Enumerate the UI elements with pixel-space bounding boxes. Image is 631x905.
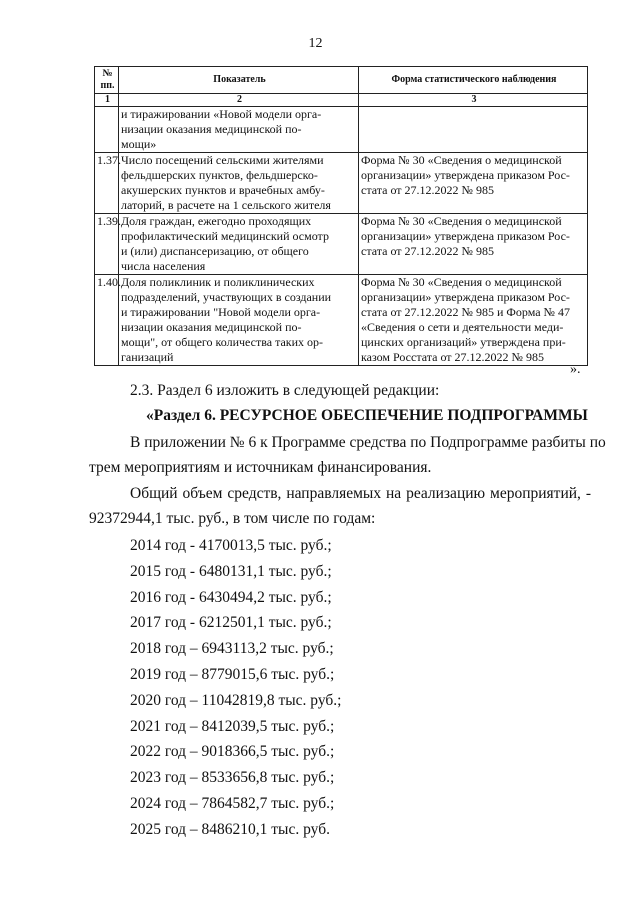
paragraph-2-line-2: 92372944,1 тыс. руб., в том числе по годам: bbox=[89, 510, 376, 527]
indicator-line: низации оказания медицинской по- bbox=[121, 122, 302, 136]
row-number: 1.37. bbox=[95, 153, 119, 214]
year-funding-item: 2025 год – 8486210,1 тыс. руб. bbox=[130, 820, 330, 838]
indicator-line: латорий, в расчете на 1 сельского жителя bbox=[121, 198, 331, 212]
year-funding-item: 2014 год - 4170013,5 тыс. руб.; bbox=[130, 537, 332, 554]
year-funding-item: 2024 год – 7864582,7 тыс. руб.; bbox=[130, 794, 335, 812]
indicator-line: акушерских пунктов и врачебных амбу- bbox=[121, 183, 325, 197]
form-line: Форма № 30 «Сведения о медицинской bbox=[361, 153, 562, 167]
form-cell bbox=[359, 107, 588, 153]
section-intro: 2.3. Раздел 6 изложить в следующей редакции: bbox=[130, 382, 440, 399]
year-funding-item: 2015 год - 6480131,1 тыс. руб.; bbox=[130, 562, 332, 580]
indicator-cell bbox=[119, 107, 359, 153]
column-numbers-row bbox=[95, 94, 588, 107]
indicator-line: подразделений, участвующих в создании bbox=[121, 290, 332, 304]
indicator-line: и (или) диспансеризацию, от общего bbox=[121, 244, 309, 258]
year-funding-item: 2022 год – 9018366,5 тыс. руб.; bbox=[130, 743, 335, 761]
year-funding-item: 2019 год – 8779015,6 тыс. руб.; bbox=[130, 665, 335, 683]
form-line: организации» утверждена приказом Рос- bbox=[361, 229, 570, 243]
form-line: Форма № 30 «Сведения о медицинской bbox=[361, 275, 562, 289]
form-line: стата от 27.12.2022 № 985 bbox=[361, 244, 494, 258]
form-cell bbox=[359, 153, 588, 214]
indicator-cell bbox=[119, 275, 359, 366]
year-funding-item: 2023 год – 8533656,8 тыс. руб.; bbox=[130, 769, 335, 787]
column-number: 1 bbox=[95, 94, 119, 107]
section-heading: «Раздел 6. РЕСУРСНОЕ ОБЕСПЕЧЕНИЕ ПОДПРОГРАММЫ bbox=[146, 407, 588, 424]
indicator-line: профилактический медицинский осмотр bbox=[121, 229, 329, 243]
indicator-line: и тиражировании «Новой модели орга- bbox=[121, 107, 322, 121]
row-number bbox=[95, 107, 119, 153]
indicator-line: Число посещений сельскими жителями bbox=[121, 153, 324, 167]
form-line: стата от 27.12.2022 № 985 bbox=[361, 183, 494, 197]
indicators-table bbox=[94, 66, 588, 366]
indicator-line: фельдшерских пунктов, фельдшерско- bbox=[121, 168, 318, 182]
table-row bbox=[95, 153, 588, 214]
indicator-line: мощи» bbox=[121, 137, 157, 151]
table-row bbox=[95, 275, 588, 366]
header-indicator: Показатель bbox=[119, 67, 359, 94]
table-row bbox=[95, 107, 588, 153]
page-number: 12 bbox=[308, 36, 323, 51]
header-form: Форма статистического наблюдения bbox=[359, 67, 588, 94]
year-funding-item: 2018 год – 6943113,2 тыс. руб.; bbox=[130, 640, 334, 658]
form-line: Форма № 30 «Сведения о медицинской bbox=[361, 214, 562, 228]
indicator-line: Доля граждан, ежегодно проходящих bbox=[121, 214, 312, 228]
year-funding-item: 2021 год – 8412039,5 тыс. руб.; bbox=[130, 717, 335, 735]
form-line: «Сведения о сети и деятельности меди- bbox=[361, 320, 564, 334]
table-row bbox=[95, 214, 588, 275]
column-number: 2 bbox=[119, 94, 359, 107]
form-cell bbox=[359, 275, 588, 366]
table-header-row bbox=[95, 67, 588, 94]
indicator-cell bbox=[119, 214, 359, 275]
row-number: 1.40. bbox=[95, 275, 119, 366]
indicator-cell bbox=[119, 153, 359, 214]
year-funding-item: 2020 год – 11042819,8 тыс. руб.; bbox=[130, 691, 342, 709]
column-number: 3 bbox=[359, 94, 588, 107]
year-funding-list bbox=[130, 535, 341, 845]
form-line: цинских организаций» утверждена при- bbox=[361, 335, 566, 349]
year-funding-item: 2017 год - 6212501,1 тыс. руб.; bbox=[130, 614, 332, 632]
indicator-line: числа населения bbox=[121, 259, 206, 273]
indicator-line: и тиражировании "Новой модели орга- bbox=[121, 305, 321, 319]
indicator-line: низации оказания медицинской по- bbox=[121, 320, 302, 334]
paragraph-2-line-1: Общий объем средств, направляемых на реализацию мероприятий, - bbox=[130, 485, 591, 502]
header-num: № пп. bbox=[95, 67, 119, 94]
form-cell bbox=[359, 214, 588, 275]
form-line: организации» утверждена приказом Рос- bbox=[361, 290, 570, 304]
indicator-line: мощи", от общего количества таких ор- bbox=[121, 335, 324, 349]
paragraph-1-line-1: В приложении № 6 к Программе средства по Подпрограмме разбиты по bbox=[130, 434, 606, 451]
form-line: организации» утверждена приказом Рос- bbox=[361, 168, 570, 182]
paragraph-1-line-2: трем мероприятиям и источникам финансирования. bbox=[89, 459, 432, 476]
row-number: 1.39. bbox=[95, 214, 119, 275]
form-line: казом Росстата от 27.12.2022 № 985 bbox=[361, 350, 544, 364]
form-line: стата от 27.12.2022 № 985 и Форма № 47 bbox=[361, 305, 570, 319]
indicator-line: Доля поликлиник и поликлинических bbox=[121, 275, 315, 289]
indicator-line: ганизаций bbox=[121, 350, 174, 364]
quote-end: ». bbox=[570, 362, 581, 377]
year-funding-item: 2016 год - 6430494,2 тыс. руб.; bbox=[130, 588, 332, 606]
